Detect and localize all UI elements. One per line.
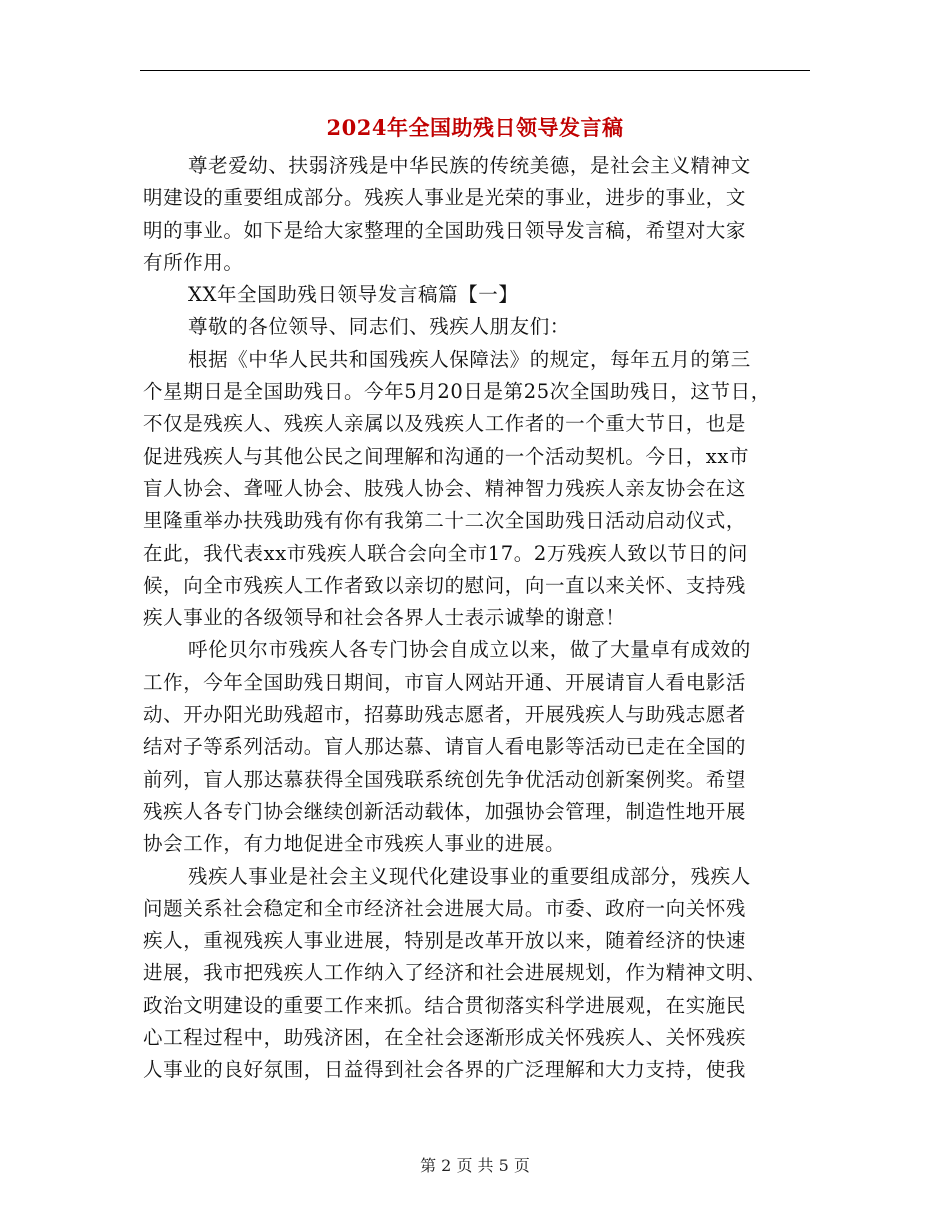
text-line: 呼伦贝尔市残疾人各专门协会自成立以来，做了大量卓有成效的 [188, 638, 751, 662]
text-line: 协会工作，有力地促进全市残疾人事业的进展。 [143, 832, 566, 856]
text-line: 疾人事业的各级领导和社会各界人士表示诚挚的谢意！ [143, 606, 626, 630]
text-line: 工作，今年全国助残日期间，市盲人网站开通、开展请盲人看电影活 [143, 670, 747, 694]
text-line: 明建设的重要组成部分。残疾人事业是光荣的事业，进步的事业，文 [143, 186, 747, 210]
text-line: 在此，我代表xx市残疾人联合会向全市17。2万残疾人致以节日的问 [143, 541, 748, 565]
text-line: 动、开办阳光助残超市，招募助残志愿者，开展残疾人与助残志愿者 [143, 703, 747, 727]
text-line: 残疾人各专门协会继续创新活动载体，加强协会管理，制造性地开展 [143, 799, 747, 823]
text-line: 明的事业。如下是给大家整理的全国助残日领导发言稿，希望对大家 [143, 218, 747, 242]
text-line: 政治文明建设的重要工作来抓。结合贯彻落实科学进展观，在实施民 [143, 993, 747, 1017]
text-line: XX年全国助残日领导发言稿篇【一】 [188, 283, 519, 307]
header-rule [140, 70, 810, 71]
text-line: 问题关系社会稳定和全市经济社会进展大局。市委、政府一向关怀残 [143, 896, 747, 920]
text-line: 人事业的良好氛围，日益得到社会各界的广泛理解和大力支持，使我 [143, 1058, 747, 1082]
text-line: 候，向全市残疾人工作者致以亲切的慰问，向一直以来关怀、支持残 [143, 573, 747, 597]
text-line: 残疾人事业是社会主义现代化建设事业的重要组成部分，残疾人 [188, 864, 751, 888]
text-line: 结对子等系列活动。盲人那达慕、请盲人看电影等活动已走在全国的 [143, 735, 747, 759]
text-line: 进展，我市把残疾人工作纳入了经济和社会进展规划，作为精神文明、 [143, 961, 767, 985]
text-line: 不仅是残疾人、残疾人亲属以及残疾人工作者的一个重大节日，也是 [143, 412, 747, 436]
text-line: 尊老爱幼、扶弱济残是中华民族的传统美德，是社会主义精神文 [188, 154, 751, 177]
text-line: 促进残疾人与其他公民之间理解和沟通的一个活动契机。今日，xx市 [143, 444, 750, 468]
document-body [143, 150, 823, 1087]
document-title: 2024年全国助残日领导发言稿 [326, 115, 624, 140]
text-line: 尊敬的各位领导、同志们、残疾人朋友们： [188, 315, 570, 339]
text-line: 根据《中华人民共和国残疾人保障法》的规定，每年五月的第三 [188, 347, 751, 371]
page-number-footer: 第 2 页 共 5 页 [420, 1156, 530, 1175]
text-line: 心工程过程中，助残济困，在全社会逐渐形成关怀残疾人、关怀残疾 [143, 1026, 747, 1050]
text-line: 个星期日是全国助残日。今年5月20日是第25次全国助残日，这节日， [143, 380, 771, 404]
text-line: 有所作用。 [143, 250, 244, 274]
text-line: 疾人，重视残疾人事业进展，特别是改革开放以来，随着经济的快速 [143, 929, 747, 953]
text-line: 盲人协会、聋哑人协会、肢残人协会、精神智力残疾人亲友协会在这 [143, 476, 747, 500]
text-line: 里隆重举办扶残助残有你有我第二十二次全国助残日活动启动仪式， [143, 509, 747, 533]
text-line: 前列，盲人那达慕获得全国残联系统创先争优活动创新案例奖。希望 [143, 767, 747, 791]
